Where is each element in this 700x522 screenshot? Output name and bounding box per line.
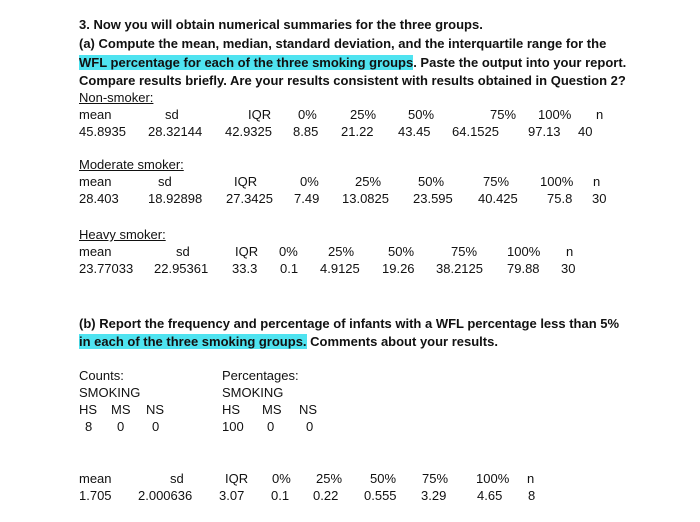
value-n: 30	[592, 191, 607, 206]
header-75pct: 75%	[490, 107, 517, 122]
header-0pct: 0%	[279, 244, 298, 259]
value-50pct: 23.595	[413, 191, 453, 206]
header-0pct: 0%	[298, 107, 317, 122]
summary-value-50pct: 0.555	[364, 488, 397, 503]
value-75pct: 64.1525	[452, 124, 499, 139]
header-75pct: 75%	[483, 174, 510, 189]
summary-header-n: n	[527, 471, 535, 486]
summary-header-50pct: 50%	[370, 471, 397, 486]
question-a-line1: (a) Compute the mean, median, standard deviation, and the interquartile range for the	[79, 36, 607, 51]
header-0pct: 0%	[300, 174, 319, 189]
summary-value-75pct: 3.29	[421, 488, 447, 503]
summary-value-0pct: 0.1	[271, 488, 290, 503]
value-25pct: 4.9125	[320, 261, 360, 276]
summary-header-100pct: 100%	[476, 471, 510, 486]
group-label-heavy-smoker: Heavy smoker:	[79, 227, 166, 242]
value-mean: 45.8935	[79, 124, 126, 139]
header-mean: mean	[79, 244, 112, 259]
header-mean: mean	[79, 174, 112, 189]
percentages-title: Percentages:	[222, 368, 299, 383]
counts-title: Counts:	[79, 368, 124, 383]
summary-header-25pct: 25%	[316, 471, 343, 486]
value-100pct: 79.88	[507, 261, 540, 276]
question-a-line3: Compare results briefly. Are your results consistent with results obtained in Question 2?	[79, 73, 626, 88]
percentages-value-ns: 0	[306, 419, 314, 434]
group-label-moderate-smoker: Moderate smoker:	[79, 157, 184, 172]
question-b-line2-rest: Comments about your results.	[306, 334, 498, 349]
value-75pct: 40.425	[478, 191, 518, 206]
counts-value-ns: 0	[152, 419, 160, 434]
header-25pct: 25%	[355, 174, 382, 189]
value-100pct: 97.13	[528, 124, 561, 139]
value-0pct: 0.1	[280, 261, 299, 276]
summary-header-0pct: 0%	[272, 471, 291, 486]
summary-header-75pct: 75%	[422, 471, 449, 486]
counts-value-ms: 0	[117, 419, 125, 434]
value-iqr: 42.9325	[225, 124, 272, 139]
value-sd: 28.32144	[148, 124, 203, 139]
summary-header-iqr: IQR	[225, 471, 249, 486]
value-0pct: 8.85	[293, 124, 319, 139]
value-n: 40	[578, 124, 593, 139]
question-b-line1: (b) Report the frequency and percentage of infants with a WFL percentage less than 5%	[79, 316, 620, 331]
summary-header-mean: mean	[79, 471, 112, 486]
header-mean: mean	[79, 107, 112, 122]
header-n: n	[593, 174, 601, 189]
question-b-line2	[79, 333, 498, 350]
highlight-wfl-groups: WFL percentage for each of the three smoking groups	[79, 55, 414, 70]
value-75pct: 38.2125	[436, 261, 483, 276]
value-mean: 28.403	[79, 191, 119, 206]
header-sd: sd	[176, 244, 190, 259]
question-a-line2-rest: . Paste the output into your report.	[413, 55, 627, 70]
value-iqr: 33.3	[232, 261, 258, 276]
percentages-header-ns: NS	[299, 402, 318, 417]
value-sd: 22.95361	[154, 261, 209, 276]
summary-header-sd: sd	[170, 471, 184, 486]
header-100pct: 100%	[507, 244, 541, 259]
header-50pct: 50%	[418, 174, 445, 189]
header-iqr: IQR	[248, 107, 272, 122]
question-a-line2	[79, 54, 626, 71]
header-iqr: IQR	[234, 174, 258, 189]
value-sd: 18.92898	[148, 191, 203, 206]
header-iqr: IQR	[235, 244, 259, 259]
value-mean: 23.77033	[79, 261, 134, 276]
percentages-subtitle: SMOKING	[222, 385, 284, 400]
value-25pct: 13.0825	[342, 191, 389, 206]
percentages-value-ms: 0	[267, 419, 275, 434]
header-50pct: 50%	[408, 107, 435, 122]
value-50pct: 19.26	[382, 261, 415, 276]
header-75pct: 75%	[451, 244, 478, 259]
percentages-value-hs: 100	[222, 419, 244, 434]
value-0pct: 7.49	[294, 191, 320, 206]
counts-header-ns: NS	[146, 402, 165, 417]
header-n: n	[596, 107, 604, 122]
counts-value-hs: 8	[85, 419, 93, 434]
header-100pct: 100%	[538, 107, 572, 122]
summary-value-n: 8	[528, 488, 536, 503]
counts-header-hs: HS	[79, 402, 98, 417]
header-25pct: 25%	[350, 107, 377, 122]
summary-value-25pct: 0.22	[313, 488, 339, 503]
header-n: n	[566, 244, 574, 259]
value-25pct: 21.22	[341, 124, 374, 139]
summary-value-sd: 2.000636	[138, 488, 193, 503]
counts-subtitle: SMOKING	[79, 385, 141, 400]
header-100pct: 100%	[540, 174, 574, 189]
value-iqr: 27.3425	[226, 191, 273, 206]
question-title: 3. Now you will obtain numerical summaries for the three groups.	[79, 17, 483, 32]
percentages-header-ms: MS	[262, 402, 282, 417]
group-label-non-smoker: Non-smoker:	[79, 90, 154, 105]
percentages-header-hs: HS	[222, 402, 241, 417]
header-25pct: 25%	[328, 244, 355, 259]
value-100pct: 75.8	[547, 191, 573, 206]
summary-value-iqr: 3.07	[219, 488, 245, 503]
value-n: 30	[561, 261, 576, 276]
counts-header-ms: MS	[111, 402, 131, 417]
header-sd: sd	[165, 107, 179, 122]
value-50pct: 43.45	[398, 124, 431, 139]
summary-value-mean: 1.705	[79, 488, 112, 503]
highlight-smoking-groups: in each of the three smoking groups.	[79, 334, 307, 349]
header-sd: sd	[158, 174, 172, 189]
header-50pct: 50%	[388, 244, 415, 259]
summary-value-100pct: 4.65	[477, 488, 503, 503]
